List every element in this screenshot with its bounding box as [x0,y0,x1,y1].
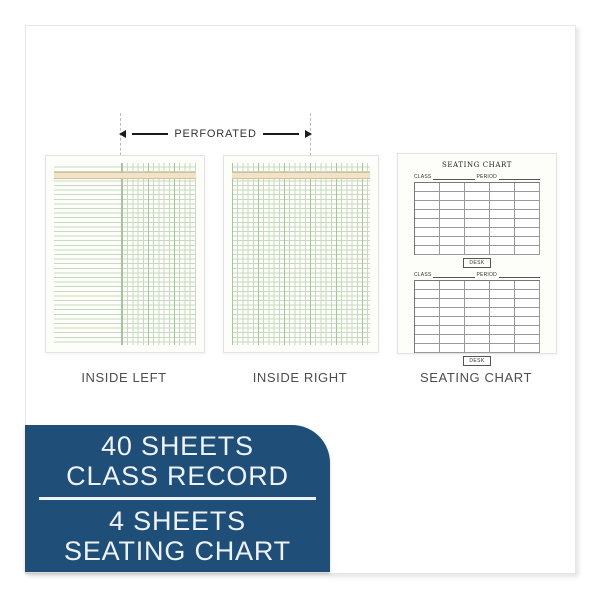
seat-cell [515,308,540,317]
caption-inside-right: INSIDE RIGHT [252,370,348,385]
seat-cell [490,183,515,192]
seat-cell [415,192,440,201]
seat-cell [465,246,490,255]
seat-cell [515,317,540,326]
seat-cell [490,317,515,326]
seat-cell [490,281,515,290]
seat-cell [465,281,490,290]
seat-cell [465,201,490,210]
seat-cell [490,344,515,353]
seat-cell [440,246,465,255]
seat-cell [515,326,540,335]
seat-cell [465,317,490,326]
seat-cell [515,228,540,237]
period-blank-line [499,174,540,180]
arrow-line [132,133,168,135]
seat-cell [465,183,490,192]
seat-cell [415,317,440,326]
period-blank-line [499,272,540,278]
seat-cell [415,201,440,210]
seat-cell [515,335,540,344]
seat-cell [440,210,465,219]
seat-cell [465,290,490,299]
banner-divider [39,497,316,500]
perforated-annotation [119,127,312,141]
seat-cell [515,192,540,201]
seating-grid [414,182,540,255]
period-label: PERIOD [476,174,497,180]
seat-cell [465,192,490,201]
arrow-right-icon [305,130,312,138]
seat-cell [415,290,440,299]
seat-cell [490,192,515,201]
tan-header-band [232,172,370,179]
seating-grid [414,280,540,353]
seat-cell [490,299,515,308]
seat-cell [515,210,540,219]
seat-cell [465,228,490,237]
seat-cell [440,219,465,228]
seat-cell [415,210,440,219]
seat-cell [490,308,515,317]
seat-cell [440,326,465,335]
class-blank-line [433,174,474,180]
seat-cell [515,246,540,255]
seat-cell [440,335,465,344]
seat-cell [465,237,490,246]
arrow-line [263,133,299,135]
seat-cell [490,290,515,299]
seat-cell [440,317,465,326]
seat-cell [440,192,465,201]
seat-cell [465,219,490,228]
seat-cell [415,219,440,228]
seat-cell [440,281,465,290]
seating-chart-block [412,272,542,366]
tan-header-band [54,172,196,179]
seat-cell [465,335,490,344]
seat-cell [415,246,440,255]
seat-cell [465,308,490,317]
seating-chart-block [412,174,542,268]
inside-left-page [45,155,205,353]
seat-cell [490,219,515,228]
seat-cell [515,219,540,228]
class-blank-line [433,272,474,278]
seat-cell [440,308,465,317]
seat-cell [465,210,490,219]
banner-line-seating-chart: SEATING CHART [64,536,291,566]
seat-cell [415,228,440,237]
seat-cell [440,201,465,210]
seat-cell [440,228,465,237]
perforated-label: PERFORATED [174,128,257,140]
seat-cell [415,183,440,192]
seat-cell [490,201,515,210]
record-grid-area [121,163,196,345]
seat-cell [440,299,465,308]
seat-cell [440,290,465,299]
seat-cell [415,237,440,246]
record-grid-area [232,163,370,345]
desk-label: DESK [469,260,485,266]
desk-label: DESK [469,358,485,364]
seat-cell [490,228,515,237]
period-label: PERIOD [476,272,497,278]
seating-chart-page [397,153,557,364]
seat-cell [515,344,540,353]
caption-inside-left: INSIDE LEFT [81,370,167,385]
seat-cell [415,344,440,353]
seat-cell [465,344,490,353]
seat-cell [465,326,490,335]
banner-line-class-record: CLASS RECORD [66,461,289,491]
seat-cell [490,237,515,246]
seat-cell [515,237,540,246]
seat-cell [515,281,540,290]
class-label: CLASS [414,174,432,180]
seat-cell [490,326,515,335]
banner-line-sheets-40: 40 SHEETS [101,431,254,461]
seat-cell [415,308,440,317]
inside-right-page [223,155,379,353]
seat-cell [515,299,540,308]
class-label: CLASS [414,272,432,278]
seat-cell [415,299,440,308]
seat-cell [465,299,490,308]
seating-chart-title: SEATING CHART [441,161,513,169]
seat-cell [490,210,515,219]
arrow-left-icon [119,130,126,138]
desk-box [463,356,491,366]
seat-cell [440,344,465,353]
seat-cell [490,335,515,344]
seat-cell [490,246,515,255]
seat-cell [415,281,440,290]
sheet-count-banner [25,425,330,572]
seat-cell [515,290,540,299]
seat-cell [440,237,465,246]
desk-box [463,258,491,268]
seat-cell [515,201,540,210]
banner-line-sheets-4: 4 SHEETS [109,506,246,536]
seat-cell [515,183,540,192]
seat-cell [415,326,440,335]
seat-cell [440,183,465,192]
caption-seating-chart: SEATING CHART [419,370,533,385]
seat-cell [415,335,440,344]
